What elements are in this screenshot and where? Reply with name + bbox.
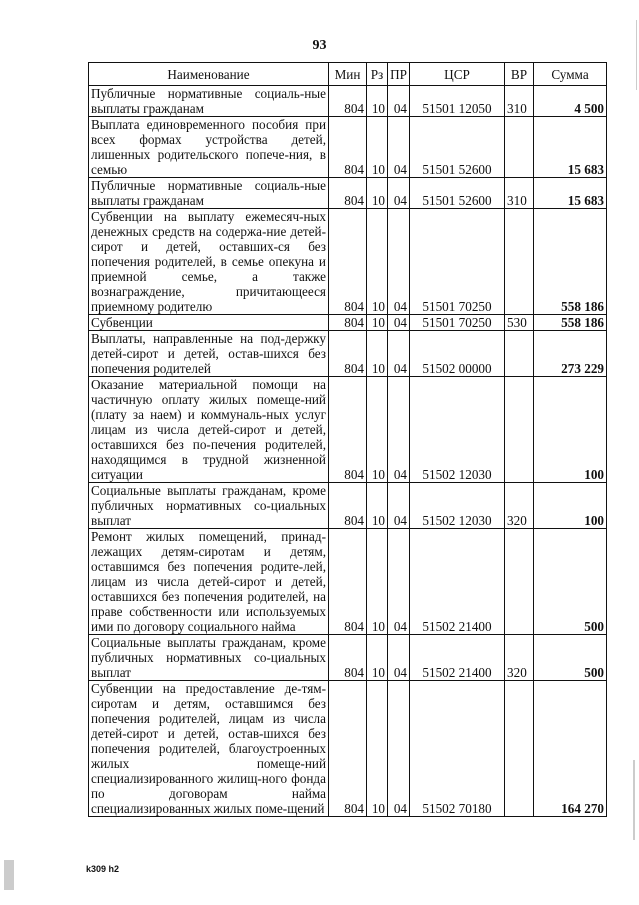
table-row [89,315,607,331]
row-csr: 51502 12030 [410,377,505,483]
row-vr: 310 [505,178,534,209]
row-min: 804 [329,529,367,635]
row-vr [505,681,534,817]
row-name: Выплата единовременного пособия при всех формах устройства детей, лишенных родительского попече-ния, в семью [89,117,329,178]
row-sum: 500 [534,529,607,635]
row-csr: 51501 70250 [410,209,505,315]
row-name: Субвенции на выплату ежемесяч-ных денежных средств на содержа-ние детей-сирот и детей, оставших-ся без попечения родителей, в семье опекуна и приемной семье, а также вознаграждение, причитающееся приемному родителю [89,209,329,315]
row-pr: 04 [388,529,410,635]
header-sum: Сумма [534,63,607,86]
row-csr: 51502 21400 [410,635,505,681]
row-csr: 51501 52600 [410,178,505,209]
row-pr: 04 [388,681,410,817]
table-row [89,635,607,681]
row-sum: 15 683 [534,117,607,178]
row-pr: 04 [388,483,410,529]
row-vr [505,331,534,377]
header-csr: ЦСР [410,63,505,86]
row-min: 804 [329,209,367,315]
table-row [89,529,607,635]
row-rz: 10 [367,377,388,483]
row-rz: 10 [367,117,388,178]
scan-edge-mark [4,860,14,890]
row-pr: 04 [388,86,410,117]
row-name: Публичные нормативные социаль-ные выплаты гражданам [89,178,329,209]
row-rz: 10 [367,86,388,117]
row-vr [505,117,534,178]
row-csr: 51501 12050 [410,86,505,117]
row-sum: 273 229 [534,331,607,377]
header-rz: Рз [367,63,388,86]
scan-edge-mark [633,760,635,840]
row-vr [505,529,534,635]
row-sum: 100 [534,377,607,483]
row-csr: 51501 70250 [410,315,505,331]
row-name: Социальные выплаты гражданам, кроме публичных нормативных со-циальных выплат [89,483,329,529]
header-min: Мин [329,63,367,86]
row-sum: 558 186 [534,209,607,315]
row-min: 804 [329,117,367,178]
header-vr: ВР [505,63,534,86]
row-sum: 164 270 [534,681,607,817]
row-name: Публичные нормативные социаль-ные выплаты гражданам [89,86,329,117]
row-pr: 04 [388,331,410,377]
table-row [89,331,607,377]
row-rz: 10 [367,178,388,209]
row-pr: 04 [388,117,410,178]
row-sum: 15 683 [534,178,607,209]
row-min: 804 [329,681,367,817]
row-min: 804 [329,315,367,331]
footer-code: k309 h2 [86,864,120,874]
row-vr [505,377,534,483]
table-row [89,681,607,817]
row-sum: 100 [534,483,607,529]
row-sum: 500 [534,635,607,681]
row-min: 804 [329,377,367,483]
table-row [89,377,607,483]
table-row [89,86,607,117]
scan-edge-mark [636,20,637,90]
row-rz: 10 [367,331,388,377]
header-name: Наименование [89,63,329,86]
row-rz: 10 [367,529,388,635]
table-row [89,117,607,178]
row-name: Оказание материальной помощи на частичную оплату жилых помеще-ний (плату за наем) и коммуналь-ных услуг лицам из числа детей-сирот и детей, оставшихся без по-печения родителей, находящимся в трудной жизненной ситуации [89,377,329,483]
row-vr: 530 [505,315,534,331]
row-rz: 10 [367,635,388,681]
row-vr: 310 [505,86,534,117]
row-pr: 04 [388,209,410,315]
row-name: Социальные выплаты гражданам, кроме публичных нормативных со-циальных выплат [89,635,329,681]
row-csr: 51501 52600 [410,117,505,178]
row-vr: 320 [505,635,534,681]
row-min: 804 [329,178,367,209]
table-row [89,178,607,209]
row-min: 804 [329,635,367,681]
row-csr: 51502 00000 [410,331,505,377]
row-min: 804 [329,331,367,377]
budget-table [88,62,607,817]
row-sum: 558 186 [534,315,607,331]
row-pr: 04 [388,178,410,209]
table-header-row [89,63,607,86]
row-name: Субвенции [89,315,329,331]
row-pr: 04 [388,635,410,681]
table-row [89,209,607,315]
row-min: 804 [329,483,367,529]
row-rz: 10 [367,209,388,315]
row-sum: 4 500 [534,86,607,117]
row-pr: 04 [388,377,410,483]
row-name: Ремонт жилых помещений, принад-лежащих детям-сиротам и детям, оставшимся без попечения родите-лей, лицам из числа детей-сирот и детей, оставшихся без попечения родителей, на праве собственности или используемых ими по договору социального найма [89,529,329,635]
row-vr [505,209,534,315]
row-csr: 51502 21400 [410,529,505,635]
row-pr: 04 [388,315,410,331]
row-csr: 51502 70180 [410,681,505,817]
table-row [89,483,607,529]
row-name: Выплаты, направленные на под-держку детей-сирот и детей, остав-шихся без попечения родителей [89,331,329,377]
row-csr: 51502 12030 [410,483,505,529]
header-pr: ПР [388,63,410,86]
page-number: 93 [312,38,327,53]
row-rz: 10 [367,681,388,817]
row-name: Субвенции на предоставление де-тям-сиротам и детям, оставшимся без попечения родителей, лицам из числа детей-сирот и детей, остав-шихся без попечения родителей, благоустроенных жилых помеще-ний специализированного жилищ-ного фонда по договорам найма специализированных жилых поме-щений [89,681,329,817]
row-rz: 10 [367,483,388,529]
row-vr: 320 [505,483,534,529]
row-rz: 10 [367,315,388,331]
row-min: 804 [329,86,367,117]
